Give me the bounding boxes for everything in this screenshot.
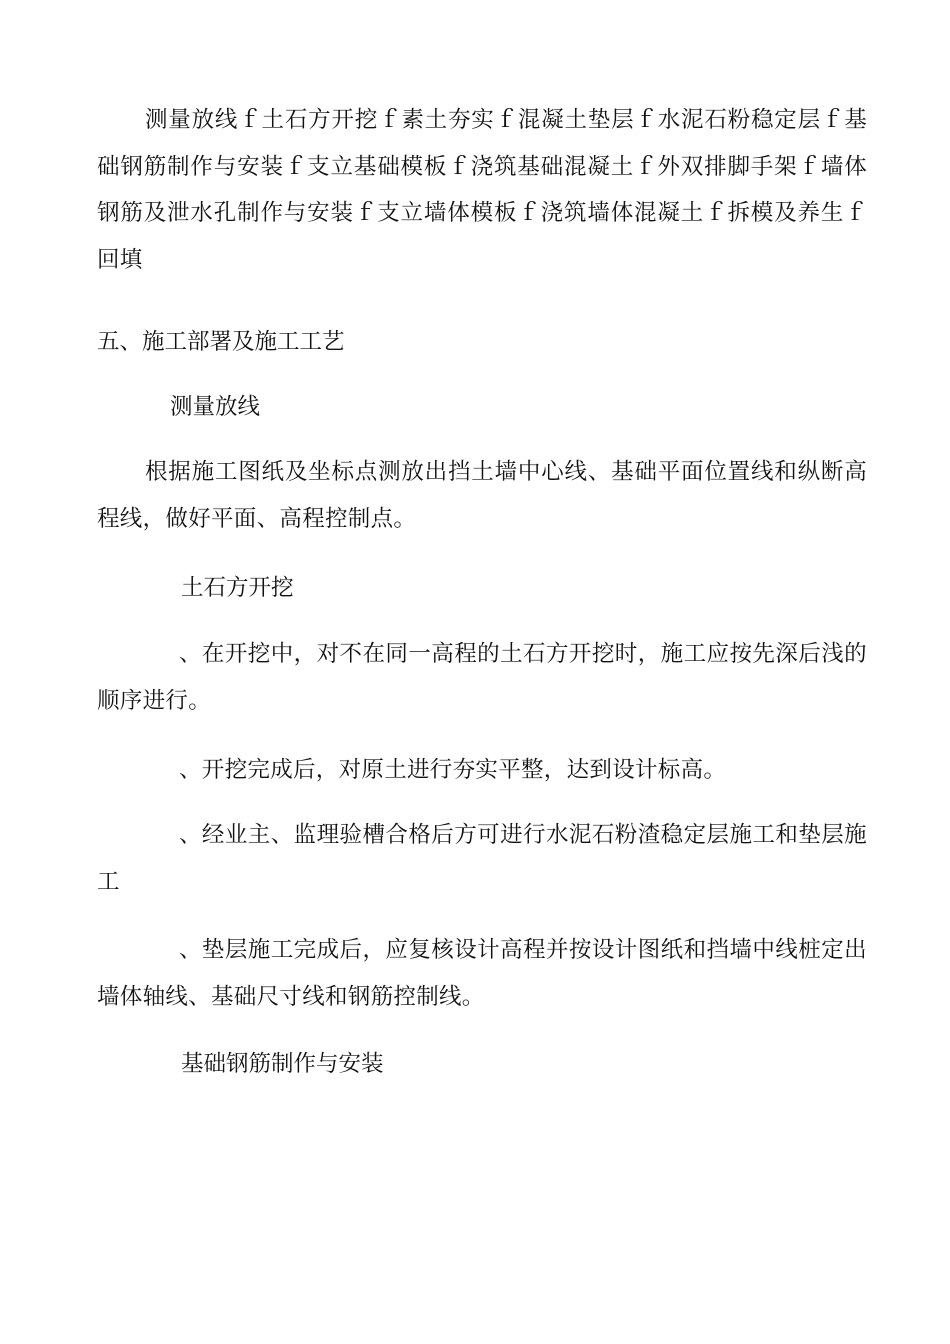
- section-five-title: 五、施工部署及施工工艺: [97, 329, 345, 355]
- excavation-heading: 土石方开挖: [181, 575, 294, 601]
- rebar-heading: 基础钢筋制作与安装: [181, 1051, 384, 1077]
- excavation-item-1: 、在开挖中，对不在同一高程的土石方开挖时，施工应按先深后浅的顺序进行。: [97, 641, 867, 714]
- excavation-item-3: 、经业主、监理验槽合格后方可进行水泥石粉渣稳定层施工和垫层施工: [97, 822, 867, 895]
- excavation-item-4: 、垫层施工完成后，应复核设计高程并按设计图纸和挡墙中线桩定出墙体轴线、基础尺寸线和钢筋控制线。: [97, 937, 867, 1010]
- excavation-item-2: 、开挖完成后，对原土进行夯实平整，达到设计标高。: [179, 757, 727, 783]
- survey-body-paragraph: 根据施工图纸及坐标点测放出挡土墙中心线、基础平面位置线和纵断高程线，做好平面、高程控制点。: [97, 459, 867, 532]
- survey-heading: 测量放线: [170, 394, 261, 420]
- process-flow-paragraph: 测量放线ｆ土石方开挖ｆ素土夯实ｆ混凝土垫层ｆ水泥石粉稳定层ｆ基础钢筋制作与安装ｆ支立基础模板ｆ浇筑基础混凝土ｆ外双排脚手架ｆ墙体钢筋及泄水孔制作与安装ｆ支立墙体模板ｆ浇筑墙体混凝土ｆ拆模及养生ｆ回填: [97, 107, 867, 273]
